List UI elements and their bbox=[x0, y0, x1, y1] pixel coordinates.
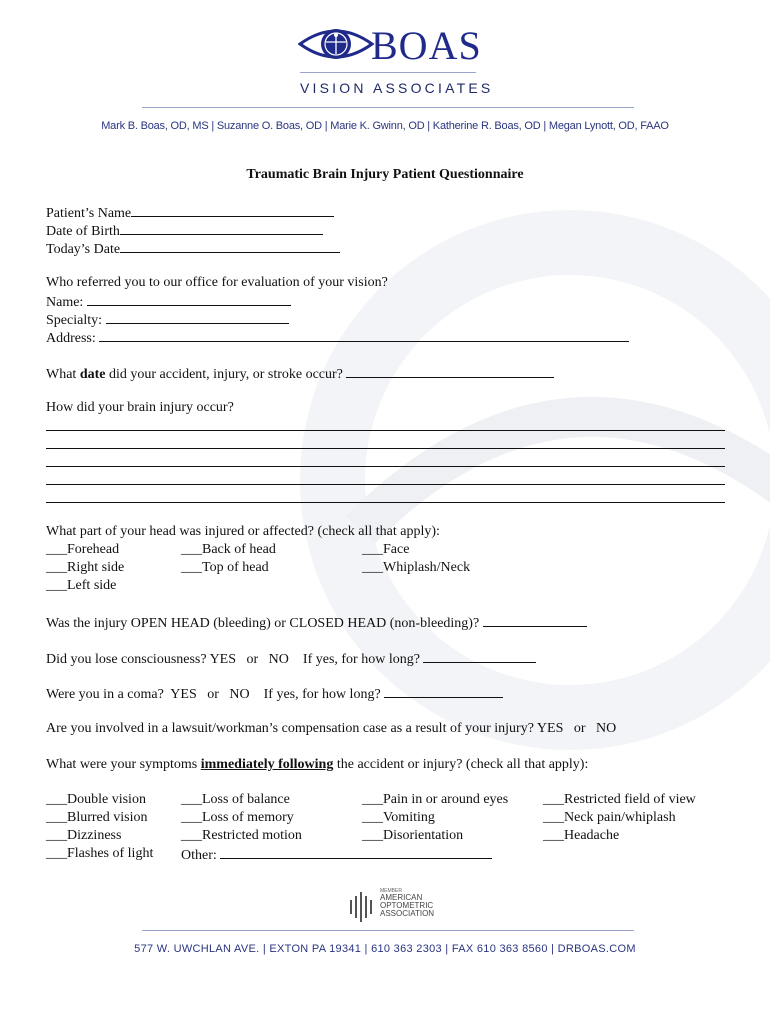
open-closed-question: Was the injury OPEN HEAD (bleeding) or CLOSED HEAD (non-bleeding)? bbox=[46, 616, 480, 631]
aoa-name-line3: ASSOCIATION bbox=[380, 909, 435, 918]
symptom-flashes-of-light[interactable]: ___Flashes of light bbox=[46, 846, 154, 861]
logo-divider bbox=[300, 72, 476, 73]
accident-date-field[interactable] bbox=[346, 364, 554, 378]
accident-date-prefix: What bbox=[46, 367, 80, 382]
today-field[interactable] bbox=[120, 239, 340, 253]
aoa-name-line2: OPTOMETRIC bbox=[380, 901, 434, 910]
patient-name-row bbox=[46, 203, 334, 223]
referral-name-field[interactable] bbox=[87, 292, 291, 306]
aoa-member-logo bbox=[348, 888, 438, 928]
head-part-question: What part of your head was injured or affected? (check all that apply): bbox=[46, 524, 440, 539]
symptom-other-row bbox=[181, 845, 492, 865]
lawsuit-question: Are you involved in a lawsuit/workman’s compensation case as a result of your injury? YES or NO bbox=[46, 721, 617, 736]
symptom-restricted-motion[interactable]: ___Restricted motion bbox=[181, 828, 302, 843]
doctors-list: Mark B. Boas, OD, MS | Suzanne O. Boas, OD | Marie K. Gwinn, OD | Katherine R. Boas, OD | Megan Lynott, OD, FAAO bbox=[101, 120, 669, 132]
option-left-side[interactable]: ___Left side bbox=[46, 578, 117, 593]
symptom-other-field[interactable] bbox=[220, 845, 492, 859]
symptom-loss-of-memory[interactable]: ___Loss of memory bbox=[181, 810, 294, 825]
option-forehead[interactable]: ___Forehead bbox=[46, 542, 120, 557]
address-label: Address: bbox=[46, 331, 96, 346]
accident-date-row bbox=[46, 364, 554, 384]
referral-name-label: Name: bbox=[46, 295, 84, 310]
consciousness-duration-field[interactable] bbox=[423, 649, 536, 663]
how-injury-line-4[interactable] bbox=[46, 484, 725, 485]
footer-divider bbox=[142, 930, 634, 931]
dob-label: Date of Birth bbox=[46, 224, 120, 239]
brand-subtitle: VISION ASSOCIATES bbox=[300, 80, 494, 96]
symptom-disorientation[interactable]: ___Disorientation bbox=[362, 828, 464, 843]
symptom-pain-around-eyes[interactable]: ___Pain in or around eyes bbox=[362, 792, 509, 807]
how-injury-question: How did your brain injury occur? bbox=[46, 400, 234, 415]
dob-field[interactable] bbox=[120, 221, 323, 235]
option-whiplash-neck[interactable]: ___Whiplash/Neck bbox=[362, 560, 471, 575]
symptom-headache[interactable]: ___Headache bbox=[543, 828, 620, 843]
how-injury-line-3[interactable] bbox=[46, 466, 725, 467]
symptom-neck-pain-whiplash[interactable]: ___Neck pain/whiplash bbox=[543, 810, 676, 825]
symptom-dizziness[interactable]: ___Dizziness bbox=[46, 828, 122, 843]
coma-row bbox=[46, 684, 503, 704]
symptoms-prefix: What were your symptoms bbox=[46, 757, 201, 772]
accident-date-suffix: did your accident, injury, or stroke occur? bbox=[105, 367, 343, 382]
today-label: Today’s Date bbox=[46, 242, 121, 257]
option-right-side[interactable]: ___Right side bbox=[46, 560, 125, 575]
how-injury-line-2[interactable] bbox=[46, 448, 725, 449]
referral-question: Who referred you to our office for evaluation of your vision? bbox=[46, 275, 388, 290]
address-field[interactable] bbox=[99, 328, 629, 342]
symptoms-question bbox=[46, 756, 588, 774]
symptom-loss-of-balance[interactable]: ___Loss of balance bbox=[181, 792, 290, 807]
option-top-of-head[interactable]: ___Top of head bbox=[181, 560, 269, 575]
symptoms-suffix: the accident or injury? (check all that apply): bbox=[333, 757, 589, 772]
consciousness-question: Did you lose consciousness? YES or NO If yes, for how long? bbox=[46, 652, 420, 667]
accident-date-emphasis: date bbox=[79, 367, 106, 382]
aoa-member-text: MEMBER bbox=[380, 888, 402, 894]
coma-duration-field[interactable] bbox=[384, 684, 503, 698]
brand-name: BOAS bbox=[371, 23, 482, 68]
aoa-name-line1: AMERICAN bbox=[380, 893, 423, 902]
consciousness-row bbox=[46, 649, 536, 669]
aoa-emblem-icon bbox=[348, 890, 374, 924]
page-title: Traumatic Brain Injury Patient Questionnaire bbox=[246, 167, 524, 182]
coma-question: Were you in a coma? YES or NO If yes, for how long? bbox=[46, 687, 381, 702]
option-face[interactable]: ___Face bbox=[362, 542, 410, 557]
today-row bbox=[46, 239, 340, 259]
referral-name-row bbox=[46, 292, 291, 312]
patient-name-label: Patient’s Name bbox=[46, 206, 132, 221]
specialty-label: Specialty: bbox=[46, 313, 102, 328]
symptom-other-label: Other: bbox=[181, 848, 217, 863]
how-injury-line-5[interactable] bbox=[46, 502, 725, 503]
patient-name-field[interactable] bbox=[131, 203, 334, 217]
symptom-double-vision[interactable]: ___Double vision bbox=[46, 792, 146, 807]
footer-contact: 577 W. UWCHLAN AVE. | EXTON PA 19341 | 610 363 2303 | FAX 610 363 8560 | DRBOAS.COM bbox=[134, 943, 636, 955]
header-divider bbox=[142, 107, 634, 108]
open-closed-row bbox=[46, 613, 587, 633]
specialty-field[interactable] bbox=[106, 310, 289, 324]
symptoms-emphasis: immediately following bbox=[200, 757, 334, 772]
address-row bbox=[46, 328, 629, 348]
symptom-vomiting[interactable]: ___Vomiting bbox=[362, 810, 435, 825]
option-back-of-head[interactable]: ___Back of head bbox=[181, 542, 276, 557]
dob-row bbox=[46, 221, 323, 241]
symptom-restricted-field-of-view[interactable]: ___Restricted field of view bbox=[543, 792, 696, 807]
how-injury-line-1[interactable] bbox=[46, 430, 725, 431]
open-closed-field[interactable] bbox=[483, 613, 587, 627]
symptom-blurred-vision[interactable]: ___Blurred vision bbox=[46, 810, 148, 825]
specialty-row bbox=[46, 310, 289, 330]
